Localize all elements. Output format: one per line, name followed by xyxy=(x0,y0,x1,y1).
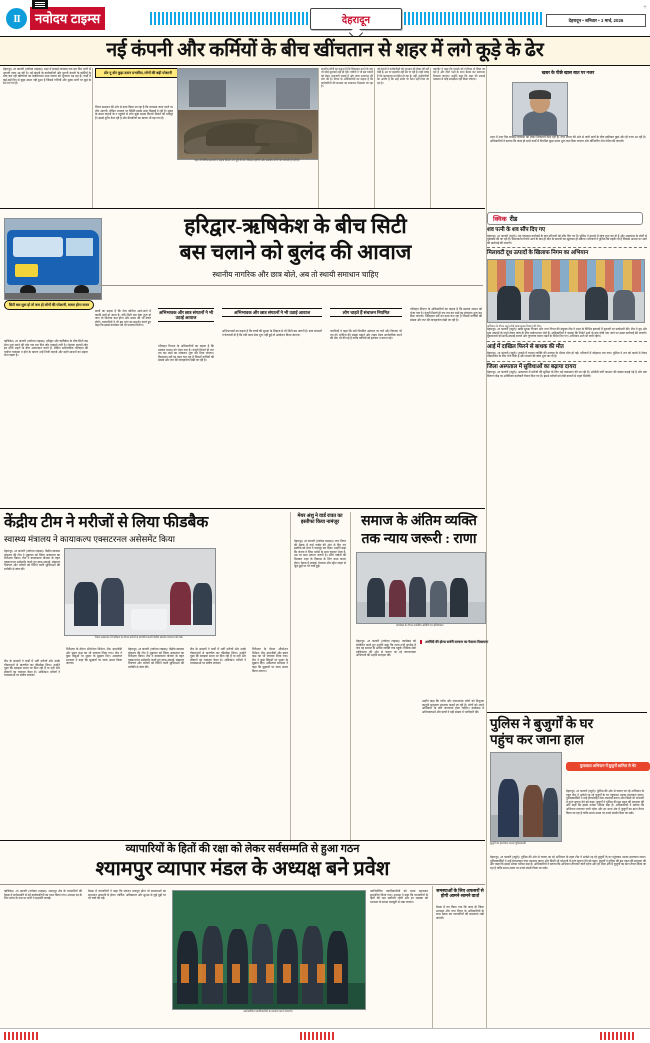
trade-col-3: नवनिर्वाचित पदाधिकारियों को माला पहनाकर सम्मानित किया गया। अध्यक्ष ने कहा कि व्यापारियों के हितों की रक्षा सर्वोपरि रहेगी और हर समस्या को प्रशासन के समक्ष मजबूती से रखा जाएगा। xyxy=(370,889,428,904)
bus-box2-text: नागरिकों ने कहा कि बसें नियमित अंतराल पर चलें और किराया भी तय हो। स्टॉपेज की संख्या बढ़ाने और टाइम टेबल सार्वजनिक करने की मांग भी की गई है ताकि यात्रियों को इंतजार न करना पड़े। xyxy=(330,329,402,341)
masthead-bars-left xyxy=(150,12,312,25)
bus-photo-box: सिटी बस शुरू हो तो कम हो लोगों की परेशानी, सस्ता होगा सफर xyxy=(4,300,94,310)
justice-photo-caption: कार्यक्रम के दौरान उपस्थित अतिथि एवं अधिवक्ता। xyxy=(396,624,444,627)
rule-2 xyxy=(100,285,483,286)
health-photo-caption: जिला अस्पताल में निरीक्षण के दौरान मरीजों से बातचीत करती केंद्रीय स्वास्थ्य मंत्रालय की टीम। xyxy=(94,636,184,639)
rule-1 xyxy=(0,208,485,209)
justice-photo xyxy=(356,552,486,624)
sidebar-item-3-headline: जिला अस्पताल में सुविधाओं का बढ़ाया दायरा xyxy=(487,363,577,370)
vrule-trade xyxy=(432,886,433,1036)
dateline-text: देहरादून • शनिवार • 1 मार्च, 2026 xyxy=(568,17,624,23)
rule-3 xyxy=(0,508,485,509)
rule-4 xyxy=(0,840,485,841)
sidebar-item-2-text: देहरादून, 28 फरवरी (ब्यूरो)। हादसे में घायल व्यक्ति की उपचार के दौरान मौत हो गई। परिजनों में कोहराम मच गया। पुलिस ने शव को कब्जे में लेकर पोस्टमार्टम के लिए भेज दिया है और मामले की जांच शुरू कर दी है। xyxy=(487,350,647,359)
sidebar-item-1-text: देहरादून, 28 फरवरी (ब्यूरो)। खाद्य सुरक्षा विभाग और नगर निगम की संयुक्त टीम ने शहर के विभिन्न इलाकों में दुकानों पर छापेमारी की। टीम ने दूध और दुग्ध उत्पादों के नमूने लेकर जांच के लिए प्रयोगशाला भेजे हैं। अधिकारियों ने बताया कि रिपोर्ट आने के बाद दोषी पाए जाने पर सख्त कार्रवाई की जाएगी। दुकानदारों को साफ-सफाई बरतने और गुणवत्ता बनाए रखने के निर्देश दिए गए। अभियान आगे भी जारी रहेगा। xyxy=(487,327,647,339)
quick-read-label-red: क्विक xyxy=(493,216,507,223)
bus-box1-alt-head: अभिभावक और छात्र संगठनों ने भी उठाई आवाज xyxy=(222,308,322,317)
trade-side-head: समस्याओं के लिए अफसरों से होगी आमने-सामने वार्ता xyxy=(436,888,484,899)
lead-portrait-photo xyxy=(512,82,568,136)
bus-col-3: परिवहन विभाग के अधिकारियों का कहना है कि प्रस्ताव शासन को भेजा गया है। मंजूरी मिलते ही रूट तय कर बसों का संचालन शुरू कर दिया जाएगा। फिलहाल सर्वे का काम चल रहा है जिसमें यात्रियों की संख्या और रूट की व्यवहार्यता देखी जा रही है। xyxy=(158,344,214,363)
trade-headline: श्यामपुर व्यापार मंडल के अध्यक्ष बने प्रवेश xyxy=(95,858,390,880)
sidebar-item-0-text: देहरादून, 28 फरवरी (ब्यूरो)। शव पंचनामा कार्रवाई के बाद परिजनों को सौंप दिए गए हैं। पुलिस ने मामले में जांच शुरू कर दी है और आसपास के लोगों से पूछताछ की जा रही है। पोस्टमार्टम रिपोर्ट आने के बाद ही मौत के कारणों का खुलासा हो सकेगा। परिजनों ने पुलिस को तहरीर दी है जिसके आधार पर आगे की कार्रवाई की जाएगी। xyxy=(487,233,647,245)
logo-roundel-icon: II xyxy=(6,8,27,29)
justice-headline-line1: समाज के अंतिम व्यक्ति xyxy=(361,514,477,529)
lead-photo-garbage xyxy=(177,68,319,160)
quick-read-tab[interactable] xyxy=(487,212,643,225)
sidebar-item-1-photo xyxy=(487,259,645,323)
masthead xyxy=(0,0,650,36)
lead-photo-caption: शहर के विभिन्न इलाकों में सड़क किनारे लगे कूड़े के ढेर, जिससे राहगीरों और स्थानीय लोगों को परेशानी हो रही है। xyxy=(194,159,300,162)
vrule-mayor xyxy=(290,512,291,842)
divider-0 xyxy=(487,247,647,248)
lead-right-text: शहर में आए दिन सफाई व्यवस्था को लेकर शिकायतें मिल रही हैं। नगर निगम की ओर से जारी दावों के बीच हकीकत कुछ और ही नजर आ रही है। अधिकारियों ने बताया कि जल्द ही सभी वार्डों में नियमित कूड़ा उठान शुरू करा दिया जाएगा और मॉनिटरिंग टीम गठित की जाएगी। xyxy=(490,135,646,143)
city-edition-tab[interactable] xyxy=(310,8,402,30)
vrule-justice xyxy=(350,512,351,842)
police-photo xyxy=(490,752,562,842)
bookmark-icon xyxy=(32,0,48,9)
masthead-logo-group xyxy=(6,7,105,30)
bus-headline-line1: हरिद्वार-ऋषिकेश के बीच सिटी xyxy=(184,214,407,238)
trade-col-2: बैठक में व्यापारियों ने कहा कि संगठन मजबूत होगा तो समस्याओं का समाधान आसानी से होगा। पार्किंग, अतिक्रमण और सुरक्षा से जुड़े मुद्दों पर भी चर्चा की गई। xyxy=(88,889,166,901)
police-headline-line1: पुलिस ने बुजुर्गों के घर xyxy=(490,716,594,731)
lead-headline: नई कंपनी और कर्मियों के बीच खींचतान से शहर में लगे कूड़े के ढेर xyxy=(106,40,544,62)
lead-col-3: स्थानीय लोगों का कहना है कि शिकायत करने के बाद भी कोई सुनवाई नहीं हो रही। पार्षदों ने भी इस मामले को लेकर नाराजगी जताई है और जल्द समाधान की मांग की है। निगम के अधिकारियों का कहना है कि कर्मचारियों की समस्या का समाधान निकाला जा रहा है। xyxy=(321,68,373,89)
health-col-2: टीम के सदस्यों ने वार्डों में भर्ती मरीजों और उनके तीमारदारों से बातचीत कर फीडबैक लिया। उन्होंने पूछा कि दवाइयां समय पर मिल रही हैं या नहीं और डॉक्टरों का व्यवहार कैसा है। अधिकांश मरीजों ने व्यवस्थाओं पर संतोष जताया। xyxy=(4,659,60,678)
mayor-text: देहरादून, 28 फरवरी (नवोदय टाइम्स)। नगर निगम की बैठक में वार्ड पार्षद की ओर से दिए गए इस्तीफे को मेयर ने नामंजूर कर दिया। उन्होंने कहा कि जनता ने जिस भरोसे के साथ चुनकर भेजा है, उस पर खरा उतरना जरूरी है। सभी पार्षदों को मिलकर शहर के विकास के लिए काम करना होगा। बैठक में सफाई, पेयजल और स्ट्रीट लाइट से जुड़े मुद्दों पर भी चर्चा हुई। xyxy=(294,539,346,569)
health-col-1: देहरादून, 28 फरवरी (नवोदय टाइम्स)। केंद्रीय स्वास्थ्य मंत्रालय की टीम ने शुक्रवार को जिला अस्पताल का निरीक्षण किया। टीम ने कायाकल्प योजना के तहत एक्सटरनल असेसमेंट करते हुए साफ-सफाई, संक्रमण नियंत्रण और मरीजों को मिलने वाली सुविधाओं की बारीकी से जांच की। xyxy=(4,549,60,571)
rule-5 xyxy=(0,884,485,885)
footer-bars-center xyxy=(300,1032,336,1040)
police-text-b: देहरादून, 28 फरवरी (ब्यूरो)। पुलिस की ओर से चलाए जा रहे अभियान के तहत टीम ने अकेले रह रहे बुजुर्गों के घर पहुंचकर उनका हालचाल जाना। पुलिसकर्मियों ने उन्हें हेल्पलाइन नंबर उपलब्ध कराए और किसी भी परेशानी में तुरंत सूचना देने को कहा। बुजुर्गों ने पुलिस की इस पहल की सराहना की और कहा कि इससे उनका भरोसा बढ़ा है। अधिकारियों ने बताया कि अभियान लगातार जारी रहेगा और हर थाना क्षेत्र में बुजुर्गों का डाटा तैयार किया जा रहा है ताकि समय-समय पर उनसे संपर्क किया जा सके। xyxy=(490,855,646,870)
trade-side-text: बैठक में तय किया गया कि जल्द ही जिला प्रशासन और नगर निगम के अधिकारियों के साथ बैठक कर व्यापारियों की समस्याएं रखी जाएंगी। xyxy=(436,905,484,920)
bus-col-4: परिवहन विभाग के अधिकारियों का कहना है कि प्रस्ताव शासन को भेजा गया है। मंजूरी मिलते ही रूट तय कर बसों का संचालन शुरू कर दिया जाएगा। फिलहाल सर्वे का काम चल रहा है जिसमें यात्रियों की संख्या और रूट की व्यवहार्यता देखी जा रही है। xyxy=(410,307,482,322)
trade-photo-caption: नवनिर्वाचित पदाधिकारियों का स्वागत करते व्यापारी। xyxy=(243,1010,293,1013)
city-edition-label: देहरादून xyxy=(341,15,371,26)
lead-col-4: नई कंपनी ने कर्मचारियों को भुगतान को लेकर जो शर्तें रखी हैं, उन पर सहमति नहीं बन पा रही है। यही वजह है कि कामकाज प्रभावित हो रहा है। वहीं, कर्मचारियों का आरोप है कि उन्हें समय पर वेतन नहीं दिया जा रहा है। xyxy=(377,68,429,85)
bus-col-2: छात्रों का कहना है कि रोज कॉलेज आने-जाने में काफी खर्च हो जाता है। यदि सिटी बस सेवा शुरू हो जाए तो किराया कम होगा और समय की भी बचत होगी। व्यापारियों ने भी इस मांग का समर्थन करते हुए कहा कि इससे कारोबार को भी फायदा मिलेगा। xyxy=(95,309,151,328)
health-col-3: निरीक्षण के दौरान ऑपरेशन थियेटर, लैब, इमरजेंसी और प्रसव कक्ष का भी जायजा लिया गया। टीम ने कुछ बिंदुओं पर सुधार के सुझाव दिए। अस्पताल प्रशासन ने कहा कि सुझावों पर जल्द अमल किया जाएगा। xyxy=(66,647,122,666)
dateline-box xyxy=(546,14,646,27)
bus-subhead: स्थानीय नागरिक और छात्र बोले, अब तो स्थायी समाधान चाहिए xyxy=(212,270,379,279)
vrule-b xyxy=(318,68,319,208)
sidebar-item-2-headline: आई में दाखिल फिरने से बाधक की मौत xyxy=(487,343,564,350)
health-headline: केंद्रीय टीम ने मरीजों से लिया फीडबैक xyxy=(4,514,209,531)
health-photo xyxy=(64,548,216,636)
vrule-d xyxy=(430,68,431,208)
lead-right-kicker: खबर के पीछे खास बात पर नजर xyxy=(541,70,595,75)
bus-box2-head: लोग चाहते हैं संचालन नियमित xyxy=(330,308,402,317)
footer-bar xyxy=(0,1028,650,1043)
lead-headline-band xyxy=(0,36,650,66)
paper-name: नवोदय टाइम्स xyxy=(35,10,101,26)
health-col-5: टीम के सदस्यों ने वार्डों में भर्ती मरीजों और उनके तीमारदारों से बातचीत कर फीडबैक लिया। उन्होंने पूछा कि दवाइयां समय पर मिल रही हैं या नहीं और डॉक्टरों का व्यवहार कैसा है। अधिकांश मरीजों ने व्यवस्थाओं पर संतोष जताया। xyxy=(190,647,246,666)
footer-bars-left xyxy=(4,1032,40,1040)
divider-2 xyxy=(487,361,647,362)
health-col-6: निरीक्षण के दौरान ऑपरेशन थियेटर, लैब, इमरजेंसी और प्रसव कक्ष का भी जायजा लिया गया। टीम ने कुछ बिंदुओं पर सुधार के सुझाव दिए। अस्पताल प्रशासन ने कहा कि सुझावों पर जल्द अमल किया जाएगा। xyxy=(252,647,288,673)
lead-col-2: निगम प्रशासन की ओर से दावा किया जा रहा है कि व्यवस्था जल्द पटरी पर लौट आएगी, लेकिन धरातल पर स्थिति इसके उलट दिखाई दे रही है। सुबह के समय वाहनों के न पहुंचने से लोग कूड़ा सड़क किनारे फेंकने को मजबूर हैं। इससे दुर्गंध फैल रही है और बीमारियों का खतरा भी बढ़ गया है। xyxy=(95,105,173,120)
bus-box1-text: अभिभावकों का कहना है कि बच्चों की सुरक्षा के लिहाज से भी सिटी बस जरूरी है। छात्र संगठनों ने चेतावनी दी है कि यदि जल्द सेवा शुरू नहीं हुई तो आंदोलन किया जाएगा। xyxy=(222,329,322,337)
lead-col-1: देहरादून, 28 फरवरी (नवोदय टाइम्स)। शहर में सफाई व्यवस्था एक बार फिर पटरी से उतरती नजर आ रही है। नई कंपनी के कर्मचारियों और पुरानी कंपनी के कर्मियों के बीच चल रही खींचतान का खामियाजा आम जनता को भुगतना पड़ रहा है। वार्डों में कई-कई दिन से कूड़ा उठान नहीं हुआ है जिससे गलियों और मुख्य मार्गों पर कूड़े के ढेर लग गए हैं। xyxy=(3,67,91,86)
police-red-box: मुलाकात अभियान में बुजुर्गों शामिल से भेंट xyxy=(566,762,650,771)
justice-col-1: देहरादून, 28 फरवरी (नवोदय टाइम्स)। कार्यक्रम को संबोधित करते हुए उन्होंने कहा कि न्याय तभी सार्थक है जब वह समाज के अंतिम व्यक्ति तक पहुंचे। विधिक सेवा प्राधिकरण की ओर से चलाए जा रहे जागरूकता अभियानों की उन्होंने सराहना की। xyxy=(356,639,416,658)
bus-box1-head: अभिभावक और छात्र संगठनों ने भी उठाई आवाज xyxy=(158,308,214,322)
quick-read-label-black: रीड xyxy=(509,216,518,223)
sidebar-item-1-headline: मिलावटी दूध उत्पादों के खिलाफ निगम का अभियान xyxy=(487,250,589,257)
justice-pullquote: अरविंदी की होल्ड सर्जरी सरकार का फैसला दिखाएगा xyxy=(420,640,489,644)
vrule-c xyxy=(374,68,375,208)
english-tagline: A WORLD TIME xyxy=(70,6,105,10)
trade-col-1: ऋषिकेश, 28 फरवरी (नवोदय टाइम्स)। श्यामपुर क्षेत्र के व्यापारियों की बैठक में सर्वसम्मति से नई कार्यकारिणी का गठन किया गया। अध्यक्ष पद के लिए प्रवेश के नाम पर सभी ने सहमति जताई। xyxy=(4,889,82,901)
bus-headline-line2: बस चलाने को बुलंद की आवाज xyxy=(179,240,412,264)
footer-bars-right xyxy=(600,1032,636,1040)
lead-col-5: महापौर ने कहा कि मामले को गंभीरता से लिया जा रहा है और दोनों पक्षों के साथ बैठक कर समाधान निकाला जाएगा। उन्होंने कहा कि शहर की सफाई व्यवस्था से कोई समझौता नहीं किया जाएगा। xyxy=(433,68,485,82)
divider-1 xyxy=(487,341,647,342)
health-col-4: देहरादून, 28 फरवरी (नवोदय टाइम्स)। केंद्रीय स्वास्थ्य मंत्रालय की टीम ने शुक्रवार को जिला अस्पताल का निरीक्षण किया। टीम ने कायाकल्प योजना के तहत एक्सटरनल असेसमेंट करते हुए साफ-सफाई, संक्रमण नियंत्रण और मरीजों को मिलने वाली सुविधाओं की बारीकी से जांच की। xyxy=(128,647,184,669)
justice-col-2: उन्होंने कहा कि गरीब और जरूरतमंद लोगों को निशुल्क कानूनी सहायता उपलब्ध कराई जा रही है। लोगों को अपने अधिकारों के प्रति जागरूक होना चाहिए। कार्यक्रम में अधिवक्ताओं और छात्रों ने बड़ी संख्या में भागीदारी की। xyxy=(422,699,484,714)
bus-photo xyxy=(4,218,102,300)
lead-inset-box: डोर-टू-डोर कूड़ा उठान प्रभावित, लोगों की बढ़ी परेशानी xyxy=(95,68,181,78)
mayor-headline: मेयर अंशु ने वार्ड रावत का इस्तीफा किया नामंजूर xyxy=(297,514,343,525)
masthead-bars-right xyxy=(400,12,543,25)
bus-col-1: ऋषिकेश, 28 फरवरी (नवोदय टाइम्स)। हरिद्वार और ऋषिकेश के बीच सिटी बस सेवा शुरू करने की मांग एक बार फिर जोर पकड़ने लगी है। रोजाना हजारों लोग इन दोनों शहरों के बीच आवागमन करते हैं, लेकिन सार्वजनिक परिवहन की पर्याप्त व्यवस्था न होने के कारण उन्हें निजी वाहनों और महंगे साधनों का सहारा लेना पड़ता है। xyxy=(4,339,88,358)
vrule-a xyxy=(92,68,93,208)
trade-kicker: व्यापारियों के हितों की रक्षा को लेकर सर्वसम्मति से हुआ गठन xyxy=(125,843,360,855)
police-text-a: देहरादून, 28 फरवरी (ब्यूरो)। पुलिस की ओर से चलाए जा रहे अभियान के तहत टीम ने अकेले रह रहे बुजुर्गों के घर पहुंचकर उनका हालचाल जाना। पुलिसकर्मियों ने उन्हें हेल्पलाइन नंबर उपलब्ध कराए और किसी भी परेशानी में तुरंत सूचना देने को कहा। बुजुर्गों ने पुलिस की इस पहल की सराहना की और कहा कि इससे उनका भरोसा बढ़ा है। अधिकारियों ने बताया कि अभियान लगातार जारी रहेगा और हर थाना क्षेत्र में बुजुर्गों का डाटा तैयार किया जा रहा है ताकि समय-समय पर उनसे संपर्क किया जा सके। xyxy=(566,789,644,815)
justice-headline-line2: तक न्याय जरूरी : राणा xyxy=(361,532,477,547)
police-photo-caption: बुजुर्गों का हालचाल जानते पुलिसकर्मी। xyxy=(490,842,527,845)
trade-photo xyxy=(172,890,366,1010)
sidebar-item-0-headline: शव पत्नी के शव सौंप दिए गए xyxy=(487,227,546,233)
health-subhead: स्वास्थ्य मंत्रालय ने कायाकल्प एक्सटरनल असेसमेंट किया xyxy=(4,534,175,544)
paper-nameplate xyxy=(30,7,105,30)
police-headline-line2: पहुंच कर जाना हाल xyxy=(490,732,584,747)
sidebar-item-1-caption: अभियान के दौरान नमूने लेती खाद्य सुरक्षा विभाग की टीम। xyxy=(487,324,542,328)
plus-icon: + xyxy=(643,3,647,11)
sidebar-item-3-text: देहरादून, 28 फरवरी (ब्यूरो)। अस्पताल में मरीजों की सुविधा के लिए नई व्यवस्थाएं की जा रही हैं। ओपीडी पर्ची काउंटर की संख्या बढ़ाई गई है और दवा वितरण केंद्र पर अतिरिक्त कर्मचारी तैनात किए गए हैं। इससे मरीजों को लंबी कतारों से राहत मिलेगी। xyxy=(487,370,647,378)
quick-read-sidebar xyxy=(487,212,647,379)
rule-6 xyxy=(487,712,647,713)
